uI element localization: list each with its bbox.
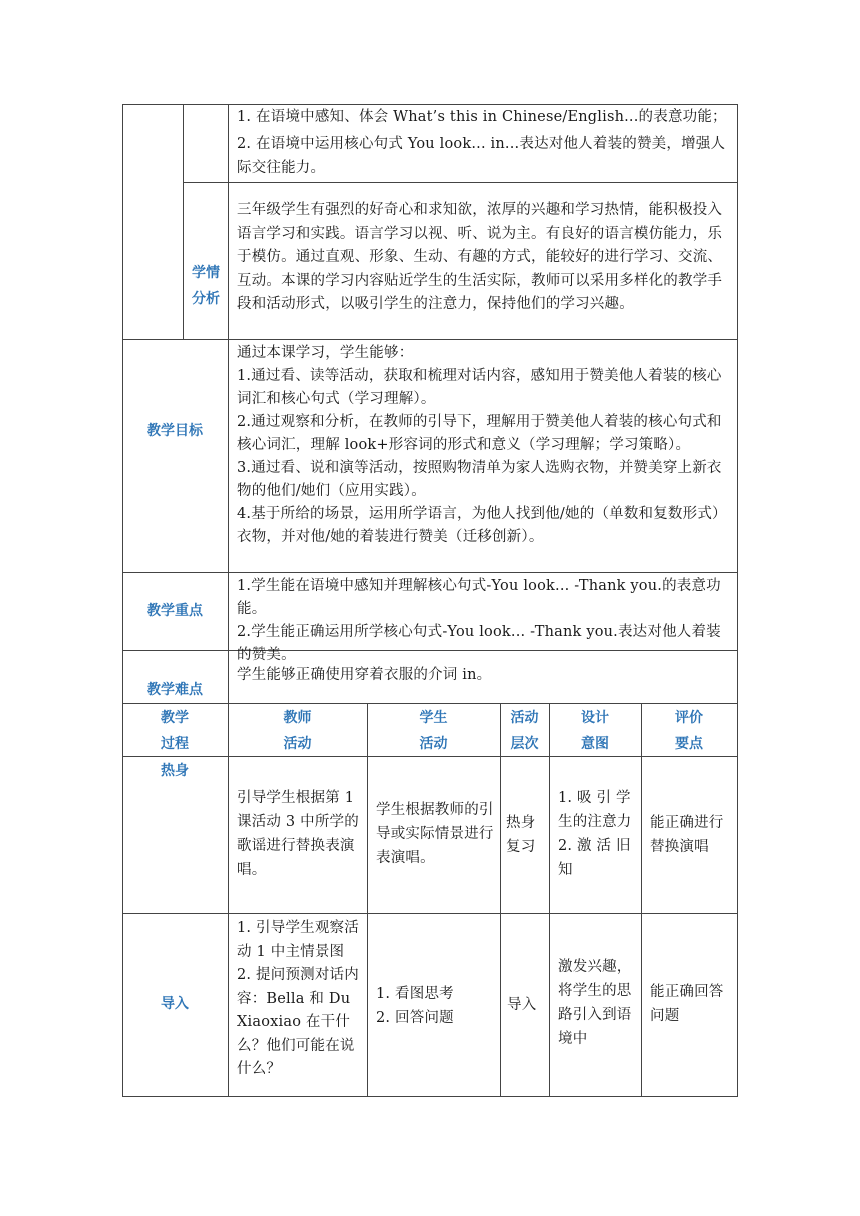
difficulties-label: 教学难点 [147,682,203,698]
key-point-item: 2.学生能正确运用所学核心句式-You look... -Thank you.表达对他人着装的赞美。 [237,624,721,663]
student-activity-item: 1. 看图思考 [376,986,454,1002]
divider [641,703,642,1097]
objective-line-1: 1. 在语境中感知、体会 What’s this in Chinese/English...的表意功能； [237,109,727,125]
header-activity-level: 活动 层次 [510,710,539,752]
divider [122,339,738,340]
table-border-right [737,104,738,1097]
key-points-label: 教学重点 [147,603,203,619]
key-point-item: 1.学生能在语境中感知并理解核心句式-You look... -Thank you.的表意功能。 [237,578,721,617]
divider [122,572,738,573]
divider [228,104,229,1097]
table-border-bottom [122,1096,738,1097]
activity-level-leadin: 导入 [507,997,537,1013]
teaching-goal-item: 1.通过看、读等活动，获取和梳理对话内容，感知用于赞美他人着装的核心词汇和核心句式（学习理解）。 [237,368,722,407]
evaluation-warmup: 能正确进行替换演唱 [650,815,724,855]
divider [183,182,738,183]
teacher-activity-leadin: 1. 引导学生观察活动 1 中主情景图 2. 提问预测对话内容：Bella 和 Du Xiaoxiao 在干什么？他们可能在说什么？ [237,920,359,1077]
difficulties-text: 学生能够正确使用穿着衣服的介词 in。 [237,667,492,683]
divider [122,703,738,704]
design-intent-warmup: 1. 吸 引 学 生的注意力 2. 激 活 旧 知 [558,790,632,878]
student-activity-leadin [376,982,494,1030]
teaching-goal-item: 3.通过看、说和演等活动，按照购物清单为家人选购衣物，并赞美穿上新衣物的他们/她们（应用实践）。 [237,460,722,499]
header-student-activity: 学生 活动 [419,710,448,752]
teaching-goals-intro: 通过本课学习，学生能够： [237,345,414,361]
table-border-top [122,104,738,105]
learner-analysis-label: 学情 分析 [192,265,220,307]
teaching-goals-label: 教学目标 [147,423,203,439]
divider [367,703,368,1097]
header-evaluation: 评价 要点 [675,710,703,752]
stage-leadin: 导入 [161,996,189,1012]
stage-warmup: 热身 [161,763,189,779]
evaluation-leadin: 能正确回答问题 [650,984,724,1024]
learner-analysis-text: 三年级学生有强烈的好奇心和求知欲，浓厚的兴趣和学习热情，能积极投入语言学习和实践。语言学习以视、听、说为主。有良好的语言模仿能力，乐于模仿。通过直观、形象、生动、有趣的方式，能较好的进行学习、交流、互动。本课的学习内容贴近学生的生活实际，教师可以采用多样化的教学手段和活动形式，以吸引学生的注意力，保持他们的学习兴趣。 [237,202,723,312]
activity-level-warmup: 热身复习 [506,815,536,855]
student-activity-item: 2. 回答问题 [376,1010,454,1026]
teaching-goal-item: 2.通过观察和分析，在教师的引导下，理解用于赞美他人着装的核心句式和核心词汇，理解 look+形容词的形式和意义（学习理解；学习策略）。 [237,414,722,453]
header-teaching-process: 教学 过程 [161,710,189,752]
teaching-goals-content [237,342,732,549]
student-activity-warmup: 学生根据教师的引导或实际情景进行表演唱。 [376,802,494,866]
teacher-activity-warmup: 引导学生根据第 1 课活动 3 中所学的歌谣进行替换表演唱。 [237,790,359,878]
divider [122,913,738,914]
divider [500,703,501,1097]
objective-line-2: 2. 在语境中运用核心句式 You look... in...表达对他人着装的赞美，增强人际交往能力。 [237,136,726,176]
key-points-content [237,575,732,667]
design-intent-leadin: 激发兴趣，将学生的思路引入到语境中 [558,959,632,1047]
header-design-intent: 设计 意图 [581,710,609,752]
teaching-goal-item: 4.基于所给的场景，运用所学语言，为他人找到他/她的（单数和复数形式）衣物，并对他/她的着装进行赞美（迁移创新）。 [237,506,727,545]
divider [549,703,550,1097]
header-teacher-activity: 教师 活动 [283,710,312,752]
